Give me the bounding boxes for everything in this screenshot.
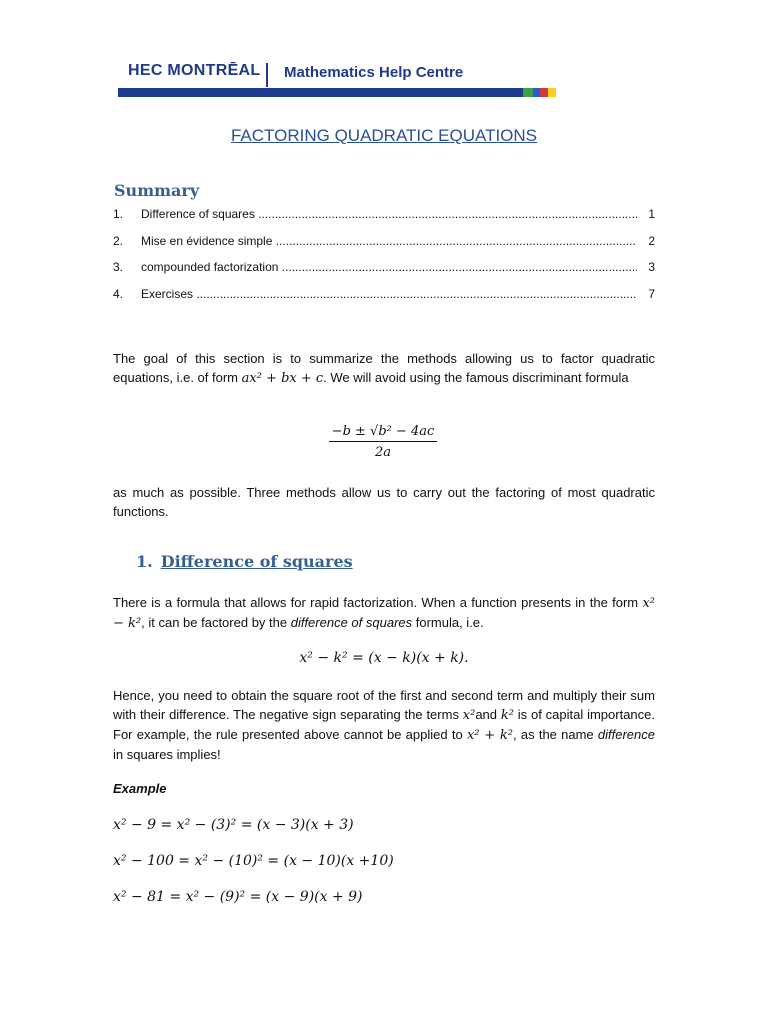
section-text: and — [475, 707, 501, 722]
section-text: , it can be factored by the — [141, 615, 291, 630]
quadratic-formula — [329, 424, 437, 460]
header-rule-bar — [118, 88, 523, 97]
toc-label: Exercises ..... — [141, 287, 637, 301]
intro-paragraph-2: as much as possible. Three methods allow us to carry out the factoring of most quadratic functions. — [113, 485, 655, 519]
section-text: is of capital importance. For example, the rule presented above cannot be applied to — [113, 707, 655, 742]
toc-page: 7 — [648, 287, 655, 301]
section-math: x² − k² — [113, 596, 655, 631]
formula-numerator: −b ± √b² − 4ac — [329, 424, 437, 442]
header-separator — [266, 63, 268, 87]
toc-number: 4. — [113, 287, 124, 301]
formula-denominator: 2a — [374, 445, 392, 460]
section-title: Difference of squares — [160, 552, 353, 571]
example-equation: x² − 100 = x² − (10)² = (x − 10)(x +10) — [113, 853, 394, 869]
section-math: k² — [500, 708, 514, 723]
example-heading: Example — [113, 781, 167, 796]
intro-text: The goal of this section is to summarize the methods allowing us to factor quadratic equations, i.e. of form — [113, 351, 655, 385]
intro-math: ax² + bx + c — [241, 371, 324, 386]
section-emphasis: difference of squares — [290, 615, 413, 630]
intro-paragraph — [113, 349, 655, 388]
section-number: 1. — [136, 552, 153, 571]
section-paragraph-2 — [113, 686, 655, 764]
toc-label: Mise en évidence simple ..... — [141, 234, 637, 248]
section-text: in squares implies! — [113, 747, 221, 762]
section-math: x² — [462, 708, 476, 723]
toc-label: compounded factorization ..... — [141, 260, 637, 274]
section-paragraph — [113, 593, 655, 633]
section-heading — [136, 552, 353, 571]
difference-of-squares-equation: x² − k² = (x − k)(x + k). — [299, 650, 469, 666]
toc-number: 1. — [113, 207, 124, 221]
hec-logo: HEC MONTRĒAL — [128, 62, 261, 79]
example-equation: x² − 81 = x² − (9)² = (x − 9)(x + 9) — [113, 889, 363, 905]
section-text: , as the name — [513, 727, 598, 742]
header-bar-green — [523, 88, 533, 97]
document-title: FACTORING QUADRATIC EQUATIONS — [230, 126, 538, 145]
toc-number: 2. — [113, 234, 124, 248]
section-text: Hence, you need to obtain the square root of the first and second term and multiply their sum with their difference. The negative sign separating the terms — [113, 688, 655, 722]
section-emphasis: difference — [597, 727, 655, 742]
header-bar-red — [540, 88, 548, 97]
header-bar-blue — [533, 88, 540, 97]
section-text: There is a formula that allows for rapid factorization. When a function presents in the form — [113, 595, 643, 610]
section-text: formula, i.e. — [412, 615, 484, 630]
header-bar-yellow — [548, 88, 556, 97]
summary-heading: Summary — [114, 181, 200, 200]
intro-text: . We will avoid using the famous discriminant formula — [323, 370, 629, 385]
section-math: x² + k² — [466, 728, 513, 743]
toc-label: Difference of squares ..... — [141, 207, 637, 221]
toc-page: 3 — [648, 260, 655, 274]
example-equation: x² − 9 = x² − (3)² = (x − 3)(x + 3) — [113, 817, 354, 833]
header-centre-name: Mathematics Help Centre — [284, 64, 464, 81]
toc-page: 2 — [648, 234, 655, 248]
toc-number: 3. — [113, 260, 124, 274]
toc-page: 1 — [648, 207, 655, 221]
